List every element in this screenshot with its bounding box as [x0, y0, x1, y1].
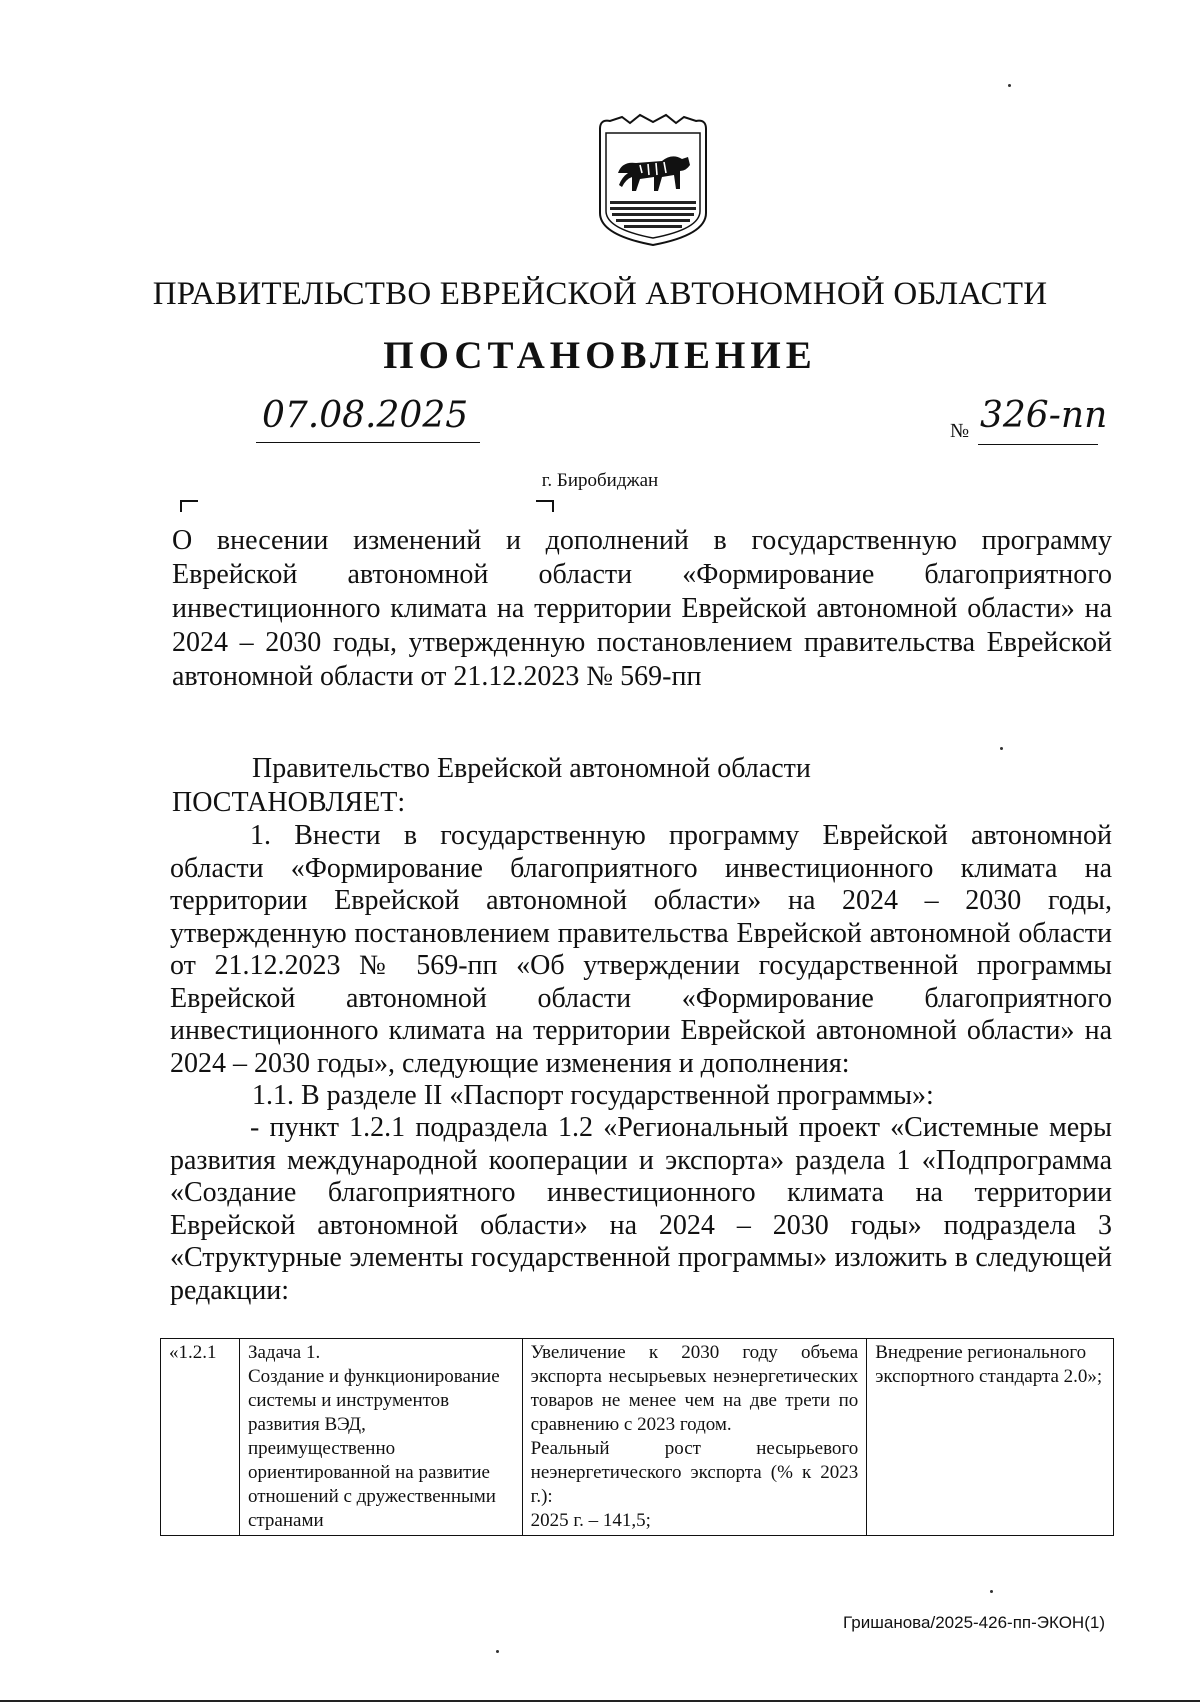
task-title: Задача 1.: [247, 1342, 321, 1363]
paragraph-item-1-2-1: - пункт 1.2.1 подраздела 1.2 «Региональный проект «Системные меры развития международной кооперации и экспорта» раздела 1 «Подпрограмма «Создание благоприятного инвестиционного климата на территории Еврейской автономной области» на 2024 – 2030 годы» подраздела 3 «Структурные элементы государственной программы» изложить в следующей редакции:: [170, 1112, 1112, 1306]
handwritten-date: 07.08.2025: [262, 395, 469, 436]
document-subject: О внесении изменений и дополнений в государственную программу Еврейской автономной области «Формирование благоприятного инвестиционного климата на территории Еврейской автономной области» на 2024 – 2030 годы, утвержденную постановлением правительства Еврейской автономной области от 21.12.2023 № 569-пп: [172, 525, 1112, 692]
preamble-government: Правительство Еврейской автономной области: [252, 753, 811, 784]
document-code: Гришанова/2025-426-пп-ЭКОН(1): [843, 1613, 1105, 1632]
paragraph-1: 1. Внести в государственную программу Еврейской автономной области «Формирование благоприятного инвестиционного климата на территории Еврейской автономной области» на 2024 – 2030 годы, утвержденную постановлением правительства Еврейской автономной области от 21.12.2023 № 569-пп «Об утверждении государственной программы Еврейской автономной области «Формирование благоприятного инвестиционного климата на территории Еврейской автономной области» на 2024 – 2030 годы», следующие изменения и дополнения:: [170, 820, 1112, 1079]
effects-cell: [522, 1339, 867, 1536]
government-name: ПРАВИТЕЛЬСТВО ЕВРЕЙСКОЙ АВТОНОМНОЙ ОБЛАСТИ: [152, 276, 1048, 312]
city: г. Биробиджан: [541, 470, 659, 491]
preamble-resolves: ПОСТАНОВЛЯЕТ:: [172, 787, 406, 818]
structural-elements-table: [160, 1338, 1114, 1536]
scan-speck: [990, 1590, 993, 1593]
effect-2: Реальный рост несырьевого неэнергетического экспорта (% к 2023 г.):: [530, 1438, 859, 1507]
paragraph-1-1: 1.1. В разделе II «Паспорт государственной программы»:: [252, 1080, 934, 1111]
effect-3: 2025 г. – 141,5;: [530, 1510, 651, 1531]
task-text: Создание и функционирование системы и инструментов развития ВЭД, преимущественно ориентированной на развитие отношений с дружественными странами: [247, 1366, 500, 1531]
document-type-title: ПОСТАНОВЛЕНИЕ: [383, 334, 817, 377]
task-cell: [239, 1339, 522, 1536]
coat-of-arms-icon: [592, 113, 714, 249]
date-underline: [256, 442, 480, 443]
handwritten-number: 326-пп: [980, 395, 1108, 436]
scan-speck: [1008, 84, 1011, 87]
subject-corner-left: [180, 500, 198, 512]
row-number: «1.2.1: [161, 1339, 240, 1536]
effect-1: Увеличение к 2030 году объема экспорта несырьевых неэнергетических товаров не менее чем на две трети по сравнению с 2023 годом.: [530, 1342, 859, 1435]
scan-speck: [1000, 747, 1003, 750]
scan-speck: [496, 1650, 499, 1653]
table-row: [161, 1339, 1114, 1536]
number-underline: [978, 444, 1098, 445]
number-sign: №: [950, 420, 970, 442]
link-cell: Внедрение регионального экспортного стандарта 2.0»;: [867, 1339, 1114, 1536]
bottom-rule: [0, 1700, 1200, 1702]
subject-corner-right: [536, 500, 554, 512]
